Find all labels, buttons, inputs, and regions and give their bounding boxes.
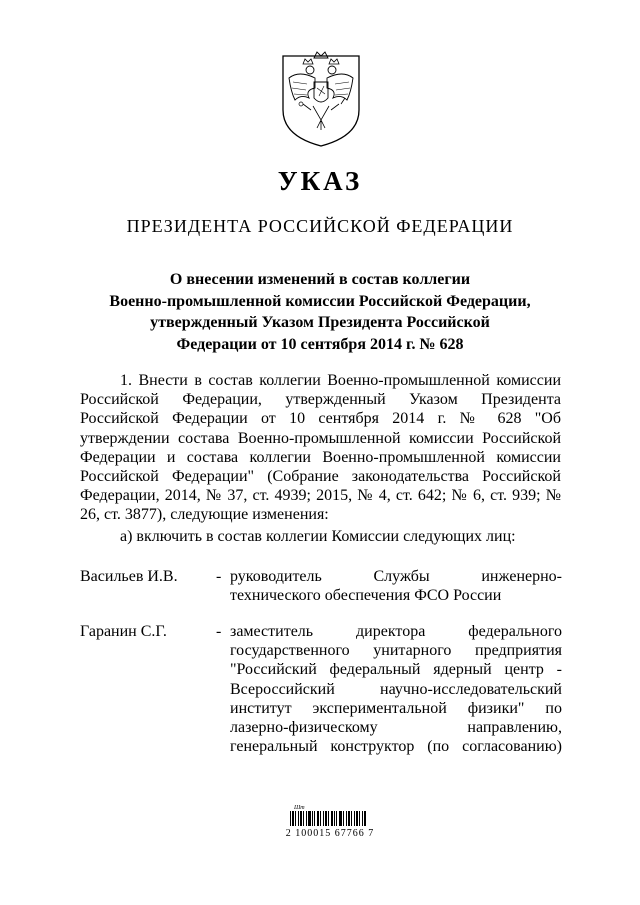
paragraph-1: 1. Внести в состав коллегии Военно-промышленной комиссии Российской Федерации, утвержденный Указом Президента Российской Федерации от 10 сентября 2014 г. № 628 "Об утверждении состава Военно-промышленной комиссии Российской Федерации и состава коллегии Военно-промышленной комиссии Российской Федерации" (Собрание законодательства Российской Федерации, 2014, № 37, ст. 4939; 2015, № 4, ст. 642; № 6, ст. 939; № 26, ст. 3877), следующие изменения: [80, 372, 561, 524]
role-line: генеральный конструктор (по согласованию) [230, 738, 562, 756]
heading-line: Федерации от 10 сентября 2014 г. № 628 [176, 335, 464, 353]
svg-text:Шт: Шт [294, 805, 305, 811]
document-title: УКАЗ [277, 166, 363, 196]
document-subtitle: ПРЕЗИДЕНТА РОССИЙСКОЙ ФЕДЕРАЦИИ [126, 216, 514, 236]
heading-line: утвержденный Указом Президента Российской [150, 314, 490, 331]
heading-line: О внесении изменений в состав коллегии [169, 271, 471, 288]
member-dash: - [216, 568, 222, 585]
role-line: заместитель директора федерального [230, 623, 562, 640]
role-line: руководитель Службы инженерно- [230, 568, 562, 585]
coat-of-arms-emblem [279, 48, 363, 148]
member-name: Васильев И.В. [80, 568, 178, 585]
role-line: "Российский федеральный ядерный центр - [230, 661, 562, 679]
member-role [230, 622, 562, 756]
role-line: институт экспериментальной физики" по [230, 699, 562, 717]
role-line: технического обеспечения ФСО России [230, 587, 502, 605]
barcode-icon [286, 804, 370, 826]
role-line: лазерно-физическому направлению, [230, 719, 562, 737]
member-role [230, 567, 562, 605]
role-line: Всероссийский научно-исследовательский [230, 680, 562, 698]
member-name: Гаранин С.Г. [80, 623, 167, 640]
role-line: государственного унитарного предприятия [230, 642, 562, 660]
decree-heading [80, 269, 560, 355]
heading-line: Военно-промышленной комиссии Российской Федерации, [109, 292, 531, 310]
barcode-number: 2 100015 67766 7 [285, 828, 375, 839]
sub-item-a: а) включить в состав коллегии Комиссии следующих лиц: [120, 528, 516, 545]
barcode [280, 794, 380, 844]
member-dash: - [216, 623, 222, 640]
